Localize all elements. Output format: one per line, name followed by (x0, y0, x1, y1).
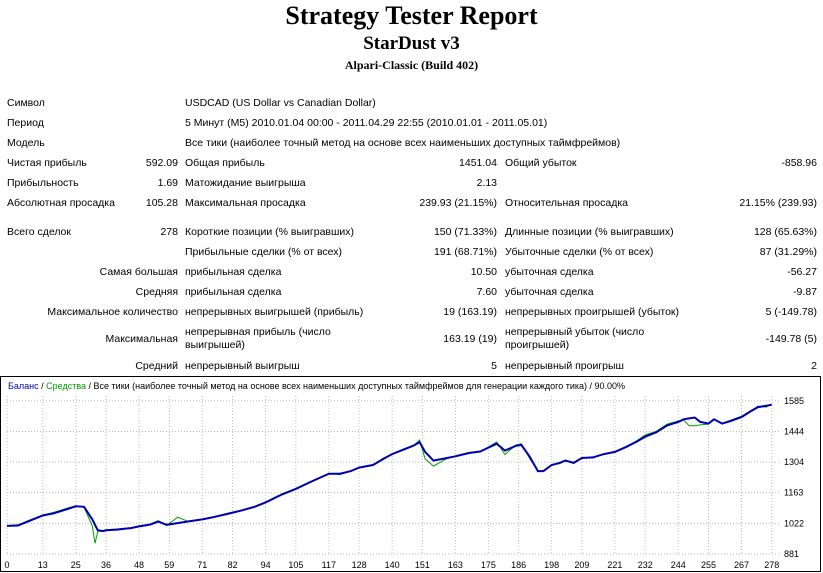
avg-cons-wins-value: 5 (491, 360, 497, 372)
model-label: Модель (7, 137, 45, 149)
x-tick-label: 117 (321, 560, 337, 570)
max-cons-loss-value: -149.78 (5) (765, 333, 817, 345)
x-tick-label: 140 (384, 560, 400, 570)
model-value: Все тики (наиболее точный метод на основе всех наименьших доступных таймфреймов) (185, 137, 621, 149)
max-drawdown-label: Максимальная просадка (185, 197, 306, 209)
x-tick-label: 267 (733, 560, 750, 570)
profit-trades-label: Прибыльные сделки (% от всех) (185, 246, 343, 258)
total-trades-label: Всего сделок (7, 226, 71, 238)
x-tick-label: 0 (4, 560, 10, 570)
report-title: Strategy Tester Report (285, 1, 538, 30)
average-profit-value: 7.60 (476, 286, 497, 298)
max-cons-wins-value: 19 (163.19) (443, 306, 497, 318)
gross-loss-label: Общий убыток (505, 157, 577, 169)
avg-cons-label: Средний (135, 360, 178, 372)
period-label: Период (7, 117, 44, 129)
loss-trades-label: Убыточные сделки (% от всех) (505, 246, 654, 258)
avg-cons-wins-label: непрерывный выигрыш (185, 360, 300, 372)
max-drawdown-value: 239.93 (21.15%) (419, 197, 497, 209)
gross-profit-value: 1451.04 (459, 157, 497, 169)
expected-payoff-label: Матожидание выигрыша (185, 177, 306, 189)
average-profit-label: прибыльная сделка (185, 286, 282, 298)
abs-drawdown-value: 105.28 (145, 197, 178, 209)
total-trades-value: 278 (160, 226, 178, 238)
legend-equity: Средства (46, 381, 87, 391)
long-positions-value: 128 (65.63%) (753, 226, 817, 238)
profit-factor-label: Прибыльность (7, 177, 79, 189)
legend-separator: / (38, 381, 47, 391)
largest-profit-value: 10.50 (470, 266, 497, 278)
x-tick-label: 175 (480, 560, 496, 570)
x-tick-label: 278 (764, 560, 780, 570)
y-tick-label: 1304 (784, 456, 805, 467)
y-tick-label: 1163 (784, 487, 804, 498)
x-tick-label: 13 (37, 560, 48, 570)
period-value: 5 Минут (M5) 2010.01.04 00:00 - 2011.04.29 22:55 (2010.01.01 - 2011.05.01) (185, 117, 548, 129)
max-cons-loss-label: непрерывный убыток (число проигрышей) (505, 326, 645, 351)
largest-label: Самая большая (99, 266, 178, 278)
x-tick-label: 209 (574, 560, 590, 570)
average-loss-label: убыточная сделка (505, 286, 594, 298)
server-build: Alpari-Classic (Build 402) (344, 58, 479, 72)
short-positions-label: Короткие позиции (% выигравших) (185, 226, 355, 238)
x-tick-label: 71 (197, 560, 208, 570)
symbol-value: USDCAD (US Dollar vs Canadian Dollar) (185, 97, 376, 109)
x-tick-label: 48 (134, 560, 145, 570)
x-tick-label: 25 (70, 560, 81, 570)
gross-profit-label: Общая прибыль (185, 157, 265, 169)
maximal-label: Максимальная (105, 333, 178, 345)
x-tick-label: 186 (511, 560, 527, 570)
average-loss-value: -9.87 (793, 286, 817, 298)
x-tick-label: 221 (607, 560, 623, 570)
rel-drawdown-label: Относительная просадка (505, 197, 628, 209)
y-tick-label: 881 (784, 549, 800, 559)
max-cons-losses-value: 5 (-149.78) (765, 306, 817, 318)
legend-balance: Баланс (8, 381, 39, 391)
y-tick-label: 1585 (784, 395, 805, 406)
gross-loss-value: -858.96 (781, 157, 817, 169)
x-tick-label: 163 (447, 560, 463, 570)
x-tick-label: 59 (164, 560, 175, 570)
y-tick-label: 1022 (784, 518, 805, 529)
profit-trades-value: 191 (68.71%) (433, 246, 497, 258)
profit-factor-value: 1.69 (157, 177, 178, 189)
max-cons-profit-label: непрерывная прибыль (число выигрышей) (185, 326, 331, 351)
average-label: Средняя (135, 286, 178, 298)
max-cons-profit-value: 163.19 (19) (443, 333, 497, 345)
largest-profit-label: прибыльная сделка (185, 266, 282, 278)
x-tick-label: 94 (260, 560, 271, 570)
balance-equity-chart (0, 376, 823, 573)
x-tick-label: 128 (351, 560, 367, 570)
max-count-label: Максимальное количество (47, 306, 178, 318)
abs-drawdown-label: Абсолютная просадка (7, 197, 115, 209)
chart-frame (1, 377, 821, 572)
loss-trades-value: 87 (31.29%) (759, 246, 817, 258)
avg-cons-losses-label: непрерывный проигрыш (505, 360, 624, 372)
x-tick-label: 105 (288, 560, 304, 570)
short-positions-value: 150 (71.33%) (433, 226, 497, 238)
y-tick-label: 1444 (784, 426, 805, 437)
rel-drawdown-value: 21.15% (239.93) (739, 197, 817, 209)
long-positions-label: Длинные позиции (% выигравших) (505, 226, 674, 238)
x-tick-label: 36 (101, 560, 112, 570)
legend-description: / Все тики (наиболее точный метод на основе всех наименьших доступных таймфреймов для генерации каждого тика) / 90.00% (86, 381, 626, 391)
avg-cons-losses-value: 2 (811, 360, 817, 372)
net-profit-label: Чистая прибыль (7, 157, 87, 169)
expert-name: StarDust v3 (363, 33, 460, 54)
net-profit-value: 592.09 (145, 157, 178, 169)
x-tick-label: 255 (700, 560, 716, 570)
x-tick-label: 244 (670, 560, 686, 570)
largest-loss-label: убыточная сделка (505, 266, 594, 278)
largest-loss-value: -56.27 (787, 266, 817, 278)
x-tick-label: 151 (414, 560, 430, 570)
x-tick-label: 232 (637, 560, 653, 570)
chart-legend (8, 381, 625, 391)
x-tick-label: 198 (544, 560, 560, 570)
expected-payoff-value: 2.13 (476, 177, 497, 189)
x-tick-label: 82 (227, 560, 238, 570)
symbol-label: Символ (7, 97, 45, 109)
max-cons-losses-label: непрерывных проигрышей (убыток) (505, 306, 680, 318)
max-cons-wins-label: непрерывных выигрышей (прибыль) (185, 306, 364, 318)
